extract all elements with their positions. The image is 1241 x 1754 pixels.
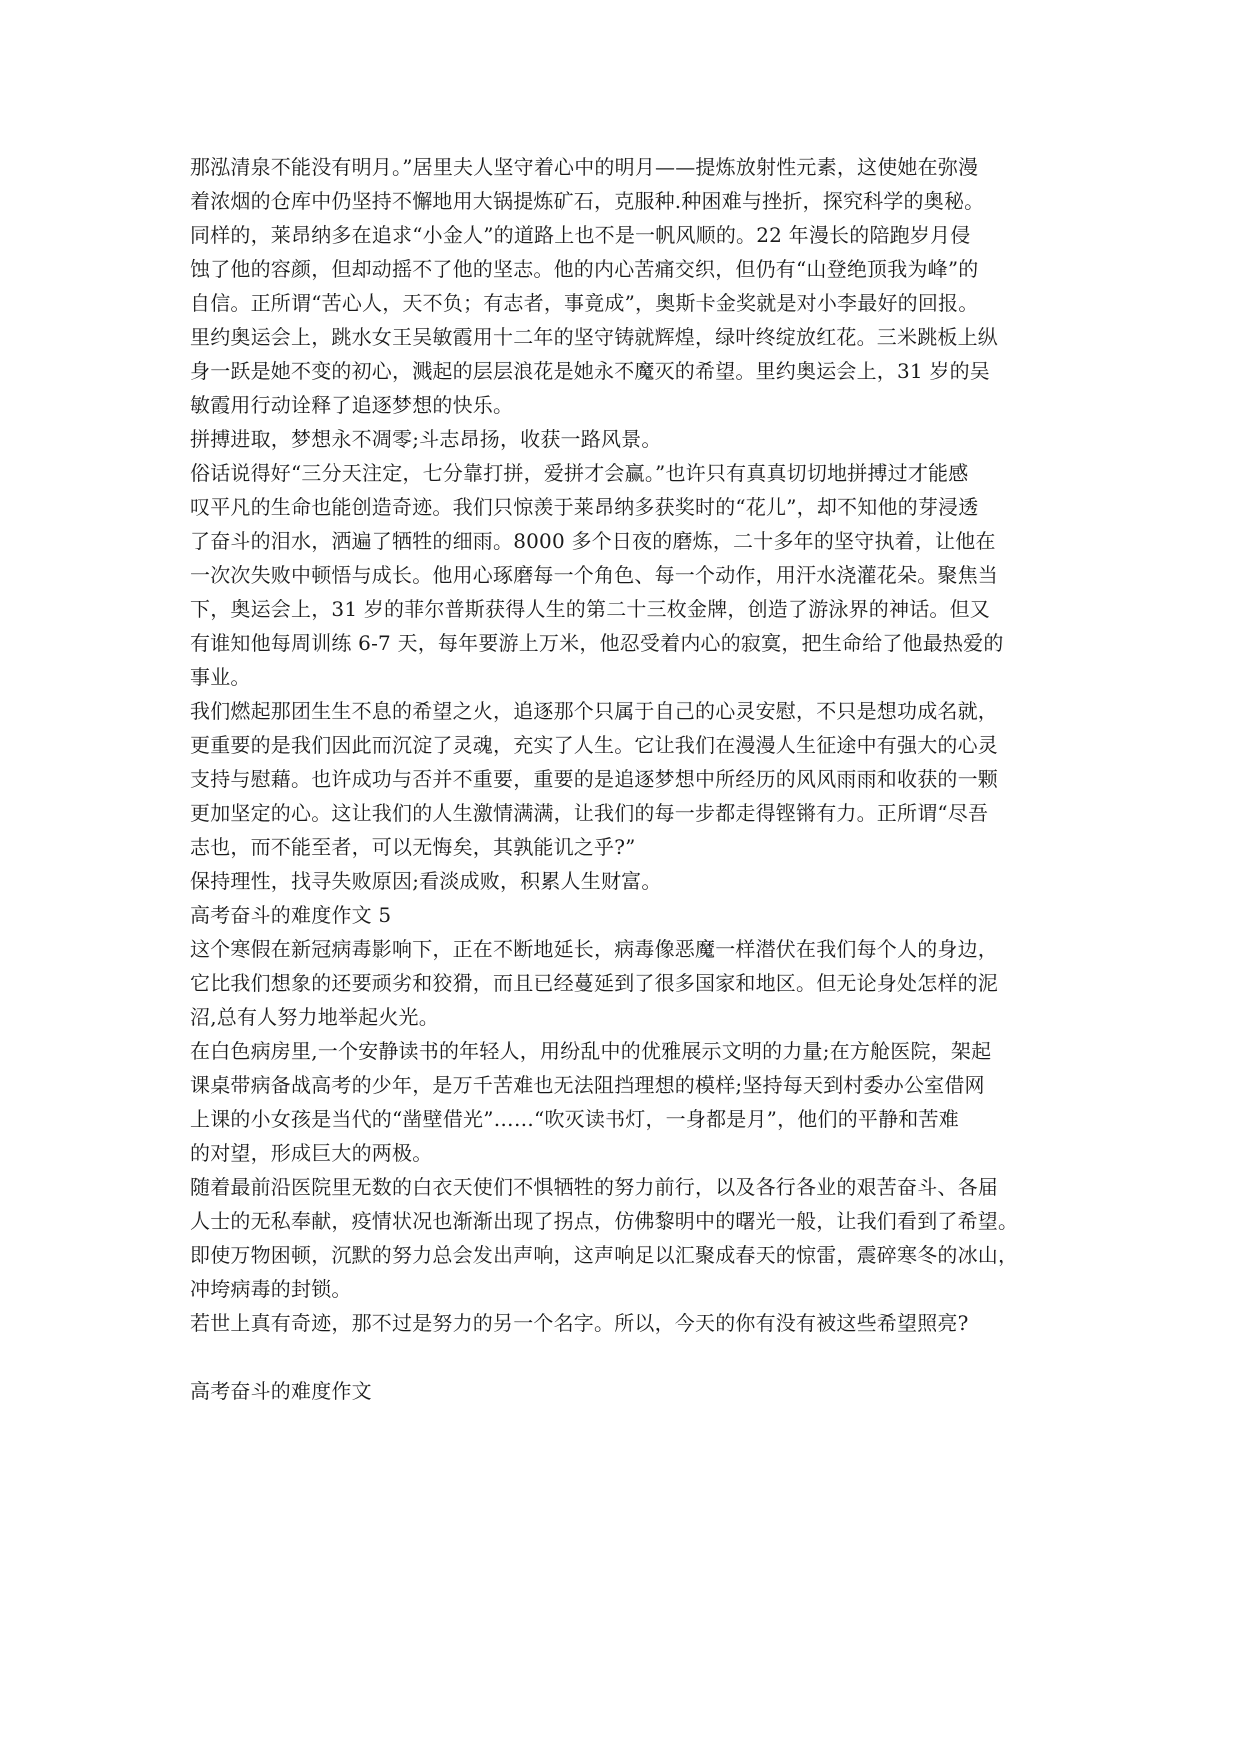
text-line: 着浓烟的仓库中仍坚持不懈地用大锅提炼矿石，克服种.种困难与挫折，探究科学的奥秘。 xyxy=(190,189,985,213)
text-line: 的对望，形成巨大的两极。 xyxy=(190,1141,433,1165)
text-line: 事业。 xyxy=(190,665,251,689)
text-line: 下，奥运会上，31 岁的菲尔普斯获得人生的第二十三枚金牌，创造了游泳界的神话。但又 xyxy=(190,597,991,621)
document-footer-title: 高考奋斗的难度作文 xyxy=(190,1379,372,1403)
text-line: 冲垮病毒的封锁。 xyxy=(190,1277,352,1301)
text-line: 蚀了他的容颜，但却动摇不了他的坚志。他的内心苦痛交织，但仍有“山登绝顶我为峰”的 xyxy=(190,257,979,281)
text-line: 了奋斗的泪水，洒遍了牺牲的细雨。8000 多个日夜的磨炼，二十多年的坚守执着，让他在 xyxy=(190,529,996,553)
text-line: 拼搏进取，梦想永不凋零;斗志昂扬，收获一路风景。 xyxy=(190,427,662,451)
text-line: 保持理性，找寻失败原因;看淡成败，积累人生财富。 xyxy=(190,869,662,893)
text-line: 支持与慰藉。也许成功与否并不重要，重要的是追逐梦想中所经历的风风雨雨和收获的一颗 xyxy=(190,767,998,791)
text-line: 人士的无私奉献，疫情状况也渐渐出现了拐点，仿佛黎明中的曙光一般，让我们看到了希望。 xyxy=(190,1209,1019,1233)
text-line: 若世上真有奇迹，那不过是努力的另一个名字。所以，今天的你有没有被这些希望照亮? xyxy=(190,1311,969,1335)
text-line: 俗话说得好“三分天注定，七分靠打拼，爱拼才会赢。”也许只有真真切切地拼搏过才能感 xyxy=(190,461,969,485)
text-line: 更重要的是我们因此而沉淀了灵魂，充实了人生。它让我们在漫漫人生征途中有强大的心灵 xyxy=(190,733,998,757)
text-line: 里约奥运会上，跳水女王吴敏霞用十二年的坚守铸就辉煌，绿叶终绽放红花。三米跳板上纵 xyxy=(190,325,998,349)
text-line: 上课的小女孩是当代的“凿壁借光”……“吹灭读书灯，一身都是月”，他们的平静和苦难 xyxy=(190,1107,959,1131)
text-line: 一次次失败中顿悟与成长。他用心琢磨每一个角色、每一个动作，用汗水浇灌花朵。聚焦当 xyxy=(190,563,998,587)
text-line: 叹平凡的生命也能创造奇迹。我们只惊羡于莱昂纳多获奖时的“花儿”，却不知他的芽浸透 xyxy=(190,495,979,519)
text-line: 同样的，莱昂纳多在追求“小金人”的道路上也不是一帆风顺的。22 年漫长的陪跑岁月侵 xyxy=(190,223,971,247)
text-line: 课桌带病备战高考的少年，是万千苦难也无法阻挡理想的模样;坚持每天到村委办公室借网 xyxy=(190,1073,985,1097)
text-line: 自信。正所谓“苦心人，天不负；有志者，事竟成”，奥斯卡金奖就是对小李最好的回报。 xyxy=(190,291,979,315)
text-line: 随着最前沿医院里无数的白衣天使们不惧牺牲的努力前行，以及各行各业的艰苦奋斗、各届 xyxy=(190,1175,998,1199)
text-line: 敏霞用行动诠释了追逐梦想的快乐。 xyxy=(190,393,514,417)
text-line: 更加坚定的心。这让我们的人生激情满满，让我们的每一步都走得铿锵有力。正所谓“尽吾 xyxy=(190,801,989,825)
text-line: 这个寒假在新冠病毒影响下，正在不断地延长，病毒像恶魔一样潜伏在我们每个人的身边， xyxy=(190,937,998,961)
text-line: 高考奋斗的难度作文 5 xyxy=(190,903,392,927)
text-line: 我们燃起那团生生不息的希望之火，追逐那个只属于自己的心灵安慰，不只是想功成名就， xyxy=(190,699,998,723)
text-line: 志也，而不能至者，可以无悔矣，其孰能讥之乎?” xyxy=(190,835,636,859)
text-line: 它比我们想象的还要顽劣和狡猾，而且已经蔓延到了很多国家和地区。但无论身处怎样的泥 xyxy=(190,971,998,995)
text-line: 那泓清泉不能没有明月。”居里夫人坚守着心中的明月——提炼放射性元素，这使她在弥漫 xyxy=(190,155,979,179)
text-line: 身一跃是她不变的初心，溅起的层层浪花是她永不魔灭的希望。里约奥运会上，31 岁的吴 xyxy=(190,359,991,383)
blank-line xyxy=(190,1340,1060,1374)
text-line: 沼,总有人努力地举起火光。 xyxy=(190,1005,439,1029)
document-body xyxy=(190,150,1060,1408)
text-line: 在白色病房里,一个安静读书的年轻人，用纷乱中的优雅展示文明的力量;在方舱医院，架起 xyxy=(190,1039,992,1063)
text-line: 有谁知他每周训练 6-7 天，每年要游上万米，他忍受着内心的寂寞，把生命给了他最热爱的 xyxy=(190,631,1004,655)
text-line: 即使万物困顿，沉默的努力总会发出声响，这声响足以汇聚成春天的惊雷，震碎寒冬的冰山， xyxy=(190,1243,1019,1267)
